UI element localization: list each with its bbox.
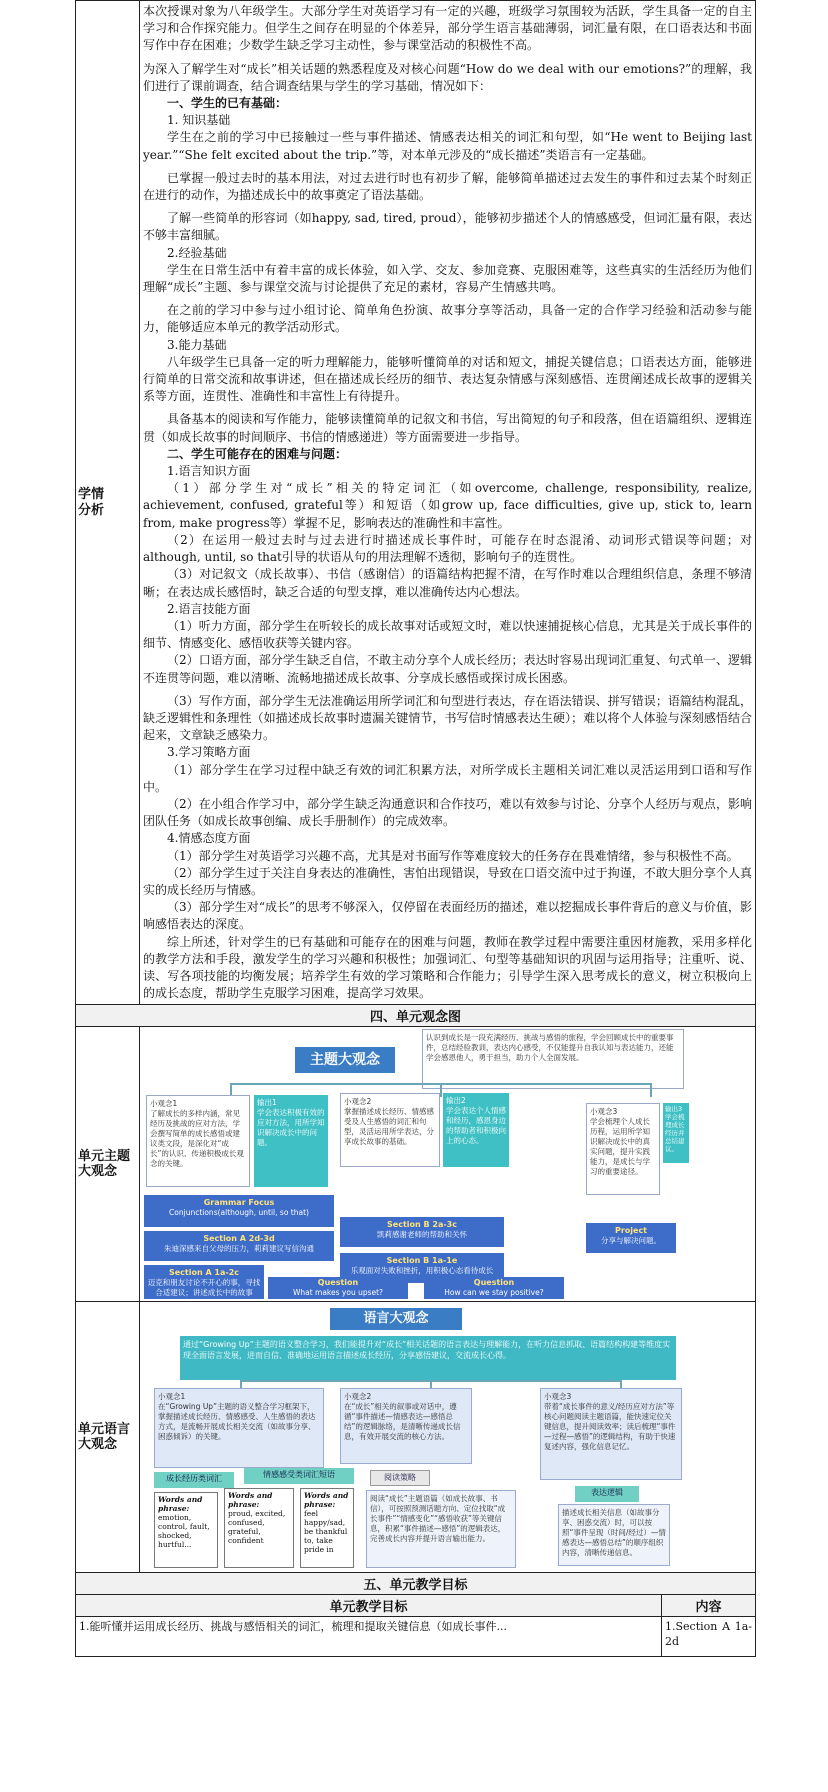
situation-label: 学情 分析 [76, 1, 140, 1005]
question-2-text: How can we stay positive? [444, 1288, 544, 1298]
objective-row-1 [76, 1617, 756, 1657]
situation-paragraph: （1）部分学生对英语学习兴趣不高，尤其是对书面写作等难度较大的任务存在畏难情绪，参与积极性不高。 [167, 848, 739, 863]
tag-expression-logic: 表达逻辑 [575, 1486, 639, 1502]
theme-title: 主题大观念 [295, 1047, 395, 1073]
project-title: Project [614, 1226, 648, 1236]
objective-1-text: 1.能听懂并运用成长经历、挑战与感悟相关的词汇，梳理和提取关键信息（如成长事件... [76, 1617, 662, 1657]
situation-paragraph: （3）写作方面，部分学生无法准确运用所学词汇和句型进行表达，存在语法错误、拼写错误；语篇结构混乱，缺乏逻辑性和条理性（如描述成长故事时遗漏关键情节，书写信时情感表达生硬）；难以将个人体验与深刻感悟结合起来，文章缺乏感染力。 [143, 693, 753, 743]
section5-header-row [76, 1573, 756, 1595]
words-box-3-text: feel happy/sad, be thankful to, take pride in [304, 1509, 348, 1555]
document-page [75, 0, 755, 1657]
situation-paragraph: （2）在运用一般过去时与过去进行时描述成长事件时，可能存在时态混淆、动词形式错误等问题；对although, until, so that引导的状语从句的用法理解不透彻，影响句子的连贯性。 [143, 532, 753, 565]
theme-connector-right [650, 1083, 652, 1097]
situation-paragraph: 学生在之前的学习中已接触过一些与事件描述、情感表达相关的词汇和句型，如“He went to Beijing last year.”“She felt excited about the trip.”等，对本单元涉及的“成长描述”类语言有一定基础。 [143, 130, 753, 162]
theme-output-3: 输出3 学会梳理成长经历并总结建议。 [663, 1103, 689, 1163]
section-b-2a3c-title: Section B 2a-3c [387, 1220, 457, 1230]
section4-title: 四、单元观念图 [76, 1005, 756, 1027]
objectives-header: 单元教学目标 [76, 1595, 662, 1617]
situation-paragraph: 3.能力基础 [167, 337, 227, 352]
section-a-1a2c-title: Section A 1a-2c [168, 1268, 240, 1278]
question-2-box [424, 1277, 564, 1299]
theme-diagram [140, 1027, 755, 1301]
language-diagram [140, 1302, 755, 1572]
words-box-2 [224, 1488, 294, 1568]
section-b-1a1e-title: Section B 1a-1e [386, 1256, 458, 1266]
theme-row [76, 1027, 756, 1302]
situation-paragraph: （1）部分学生对“成长”相关的特定词汇（如overcome, challenge, responsibility, realize, achievement, confused, grateful等）和短语（如grow up, face difficulties, give up, stick to, learn from, make progress等）掌握不足，影响表达的准确性和丰富性。 [143, 481, 753, 530]
section-b-1a1e-text: 乐观面对失败和挫折，用积极心态看待成长 [350, 1266, 494, 1276]
question-1-box [268, 1277, 408, 1299]
situation-paragraph: 在之前的学习中参与过小组讨论、简单角色扮演、故事分享等活动，具备一定的合作学习经验和活动参与能力，能够适应本单元的教学活动形式。 [143, 303, 753, 335]
tag-emotion-vocab: 情感感受类词汇短语 [244, 1468, 354, 1484]
objective-1-content: 1.Section A 1a-2d [662, 1617, 756, 1657]
language-title: 语言大观念 [330, 1308, 462, 1330]
situation-paragraph: （3）对记叙文（成长故事）、书信（感谢信）的语篇结构把握不清，在写作时难以合理组织信息，条理不够清晰；在表达成长感悟时，缺乏合适的句型支撑，难以准确传达内心想法。 [143, 567, 753, 599]
words-box-2-text: proud, excited, confused, grateful, confident [228, 1509, 286, 1546]
situation-paragraph: 本次授课对象为八年级学生。大部分学生对英语学习有一定的兴趣，班级学习氛围较为活跃，学生具备一定的自主学习和合作探究能力。但学生之间存在明显的个体差异，部分学生语言基础薄弱，词汇量有限，在口语表达和书面写作中存在困难；少数学生缺乏学习主动性，参与课堂活动的积极性不高。 [143, 4, 753, 53]
situation-paragraph: 了解一些简单的形容词（如happy, sad, tired, proud），能够初步描述个人的情感感受，但词汇量有限，表达不够丰富细腻。 [143, 211, 753, 243]
situation-paragraph: （1）部分学生在学习过程中缺乏有效的词汇积累方法，对所学成长主题相关词汇难以灵活运用到口语和写作中。 [143, 762, 753, 794]
grammar-focus-text: Conjunctions(although, until, so that) [169, 1208, 309, 1218]
expression-logic-text: 描述成长相关信息（如故事分享、困惑交流）时，可以按照“事件呈现（时间/经过）—情感表达—感悟总结”的顺序组织内容，清晰传递信息。 [558, 1504, 670, 1566]
situation-paragraph: 二、学生可能存在的困难与问题： [167, 446, 348, 461]
grammar-focus-box [144, 1195, 334, 1227]
situation-paragraph: 为深入了解学生对“成长”相关话题的熟悉程度及对核心问题“How do we deal with our emotions?”的理解，我们进行了课前调查，结合调查结果与学生的学习基础，情况如下： [143, 61, 753, 93]
situation-paragraph: （2）在小组合作学习中，部分学生缺乏沟通意识和合作技巧，难以有效参与讨论、分享个人经历与观点，影响团队任务（如成长故事创编、成长手册制作）的完成效率。 [143, 796, 753, 829]
theme-output-1: 输出1 学会表达积极有效的应对方法，用所学知识解决成长中的问题。 [254, 1095, 328, 1187]
section-a-2d3d-title: Section A 2d-3d [203, 1234, 275, 1244]
situation-paragraph: 具备基本的阅读和写作能力，能够读懂简单的记叙文和书信，写出简短的句子和段落，但在语篇组织、逻辑连贯（如成长故事的时间顺序、书信的情感递进）等方面需要进一步指导。 [143, 412, 753, 444]
language-small-idea-3: 小观念3 带着“成长事件的意义/经历应对方法”等核心问题阅读主题语篇，能快速定位关键信息，提升阅读效率；读后梳理“事件—过程—感悟”的逻辑结构，有助于快速复述内容，强化信息记忆。 [540, 1388, 682, 1480]
situation-paragraph: 一、学生的已有基础： [167, 96, 288, 111]
situation-paragraph: （2）部分学生过于关注自身表达的准确性，害怕出现错误，导致在口语交流中过于拘谨，不敢大胆分享个人真实的成长经历与情感。 [143, 865, 753, 897]
situation-paragraph: （3）部分学生对“成长”的思考不够深入，仅停留在表面经历的描述，难以挖掘成长事件背后的意义与价值，影响感悟表达的深度。 [143, 900, 753, 932]
situation-paragraph: 2.语言技能方面 [167, 601, 251, 616]
words-box-3 [300, 1488, 354, 1568]
situation-paragraph: 学生在日常生活中有着丰富的成长体验，如入学、交友、参加竞赛、克服困难等，这些真实的生活经历为他们理解“成长”主题、参与课堂交流与讨论提供了充足的素材，容易产生情感共鸣。 [143, 262, 753, 295]
situation-paragraph: 综上所述，针对学生的已有基础和可能存在的困难与问题，教师在教学过程中需要注重因材施教，采用多样化的教学方法和手段，激发学生的学习兴趣和积极性；加强词汇、句型等基础知识的巩固与运用指导；注重听、说、读、写各项技能的均衡发展；培养学生有效的学习策略和合作能力；引导学生深入思考成长的意义，树立积极向上的成长态度，帮助学生克服学习困难，提高学习效果。 [143, 934, 753, 1001]
situation-paragraph: 1. 知识基础 [167, 113, 231, 128]
language-diagram-cell [140, 1302, 756, 1573]
language-small-idea-2: 小观念2 在“成长”相关的叙事或对话中，遵循“事件描述—情感表达—感悟总结”的逻辑脉络，是清晰传递成长信息，有效开展交流的核心方法。 [340, 1388, 472, 1464]
section-a-2d3d-text: 朱迪深感来自父母的压力，莉莉建议写信沟通 [164, 1244, 314, 1254]
question-1-title: Question [317, 1278, 359, 1288]
content-header: 内容 [662, 1595, 756, 1617]
situation-paragraph: 八年级学生已具备一定的听力理解能力，能够听懂简单的对话和短文，捕捉关键信息；口语表达方面，能够进行简单的日常交流和故事讲述，但在描述成长经历的细节、表达复杂情感与深刻感悟、连贯阐述成长故事的逻辑关系等方面，连贯性、准确性和丰富性上有待提升。 [143, 354, 753, 404]
situation-paragraph: 2.经验基础 [167, 245, 227, 260]
grammar-focus-title: Grammar Focus [203, 1198, 275, 1208]
tag-reading-strategy: 阅读策略 [370, 1470, 430, 1486]
project-box [586, 1223, 676, 1253]
tag-growth-vocab: 成长经历类词汇 [154, 1472, 234, 1488]
section-a-1a2c-box [144, 1265, 264, 1299]
situation-paragraph: 1.语言知识方面 [167, 464, 251, 479]
question-2-title: Question [473, 1278, 515, 1288]
situation-content [140, 1, 756, 1005]
theme-small-idea-1: 小观念1 了解成长的多样内涵，常见经历及挑战的应对方法，学会撰写简单的成长感悟或建议类文段，是深化对“成长”的认识、传递积极成长观念的关键。 [146, 1095, 250, 1187]
theme-small-idea-3: 小观念3 学会梳理个人成长历程，运用所学知识解决成长中的真实问题，提升实践能力，是成长与学习的重要途径。 [586, 1103, 660, 1195]
language-small-idea-1: 小观念1 在“Growing Up”主题的语义整合学习框架下，掌握描述成长经历、情感感受、人生感悟的表达方式，是流畅开展成长相关交流（如故事分享、困惑倾诉）的关键。 [154, 1388, 324, 1468]
section4-header-row [76, 1005, 756, 1027]
words-box-1-title: Words and phrase: [158, 1495, 203, 1514]
language-top-text: 通过“Growing Up”主题的语义整合学习，我们能提升对“成长”相关话题的语言表达与理解能力，在听力信息抓取、语篇结构构建等维度实现全面语言发展，进而自信、准确地运用语言描述成长经历，分享感悟建议，交流成长心得。 [180, 1336, 676, 1380]
theme-output-2: 输出2 学会表达个人情感和经历，感恩身边的帮助者和积极向上的心态。 [443, 1093, 509, 1167]
section-b-2a3c-box [340, 1217, 504, 1247]
situation-row [76, 1, 756, 1005]
language-row [76, 1302, 756, 1573]
theme-connector-mid [440, 1083, 442, 1097]
section-a-1a2c-text: 迈克和朋友讨论不开心的事，寻找合适建议；讲述成长中的故事 [147, 1278, 261, 1298]
situation-paragraph: 3.学习策略方面 [167, 745, 251, 760]
lesson-plan-table [75, 0, 756, 1657]
situation-paragraph: 4.情感态度方面 [167, 831, 251, 846]
theme-diagram-cell [140, 1027, 756, 1302]
objectives-header-row [76, 1595, 756, 1617]
reading-strategy-text: 阅读“成长”主题语篇（如成长故事、书信），可按照预测话题方向、定位找取“成长事件”“情感变化”“感悟收获”等关键信息，积累“事件描述—感悟”的逻辑表达，完善成长内容并提升语言输出能力。 [366, 1490, 516, 1568]
words-box-1-text: emotion, control, fault, shocked, hurtful... [158, 1513, 210, 1550]
language-label: 单元语言 大观念 [76, 1302, 140, 1573]
section-a-2d3d-box [144, 1231, 334, 1261]
theme-label: 单元主题 大观念 [76, 1027, 140, 1302]
situation-paragraph: 已掌握一般过去时的基本用法，对过去进行时也有初步了解，能够简单描述过去发生的事件和过去某个时刻正在进行的动作，为描述成长中的故事奠定了语法基础。 [143, 170, 753, 203]
words-box-1 [154, 1492, 218, 1568]
question-1-text: What makes you upset? [292, 1288, 384, 1298]
project-text: 分享与解决问题。 [601, 1236, 661, 1246]
theme-small-idea-2: 小观念2 掌握描述成长经历、情感感受及人生感悟的词汇和句型，灵活运用所学表达，分享成长故事的基础。 [340, 1093, 440, 1167]
situation-paragraph: （1）听力方面，部分学生在听较长的成长故事对话或短文时，难以快速捕捉核心信息，尤其是关于成长事件的细节、情感变化、感悟收获等关键内容。 [143, 618, 753, 651]
theme-top-text: 认识到成长是一段充满经历、挑战与感悟的旅程，学会回顾成长中的重要事件，总结经验教训，表达内心感受，不仅能提升自我认知与表达能力，还能学会感恩他人，勇于担当，助力个人全面发展。 [422, 1029, 684, 1089]
words-box-3-title: Words and phrase: [304, 1491, 349, 1510]
section5-title: 五、单元教学目标 [76, 1573, 756, 1595]
words-box-2-title: Words and phrase: [228, 1491, 273, 1510]
section-b-2a3c-text: 凯莉感谢老师的帮助和关怀 [377, 1230, 467, 1240]
situation-paragraph: （2）口语方面，部分学生缺乏自信，不敢主动分享个人成长经历；表达时容易出现词汇重复、句式单一、逻辑不连贯等问题，难以清晰、流畅地描述成长故事、分享成长感悟或探讨成长困惑。 [143, 653, 753, 685]
